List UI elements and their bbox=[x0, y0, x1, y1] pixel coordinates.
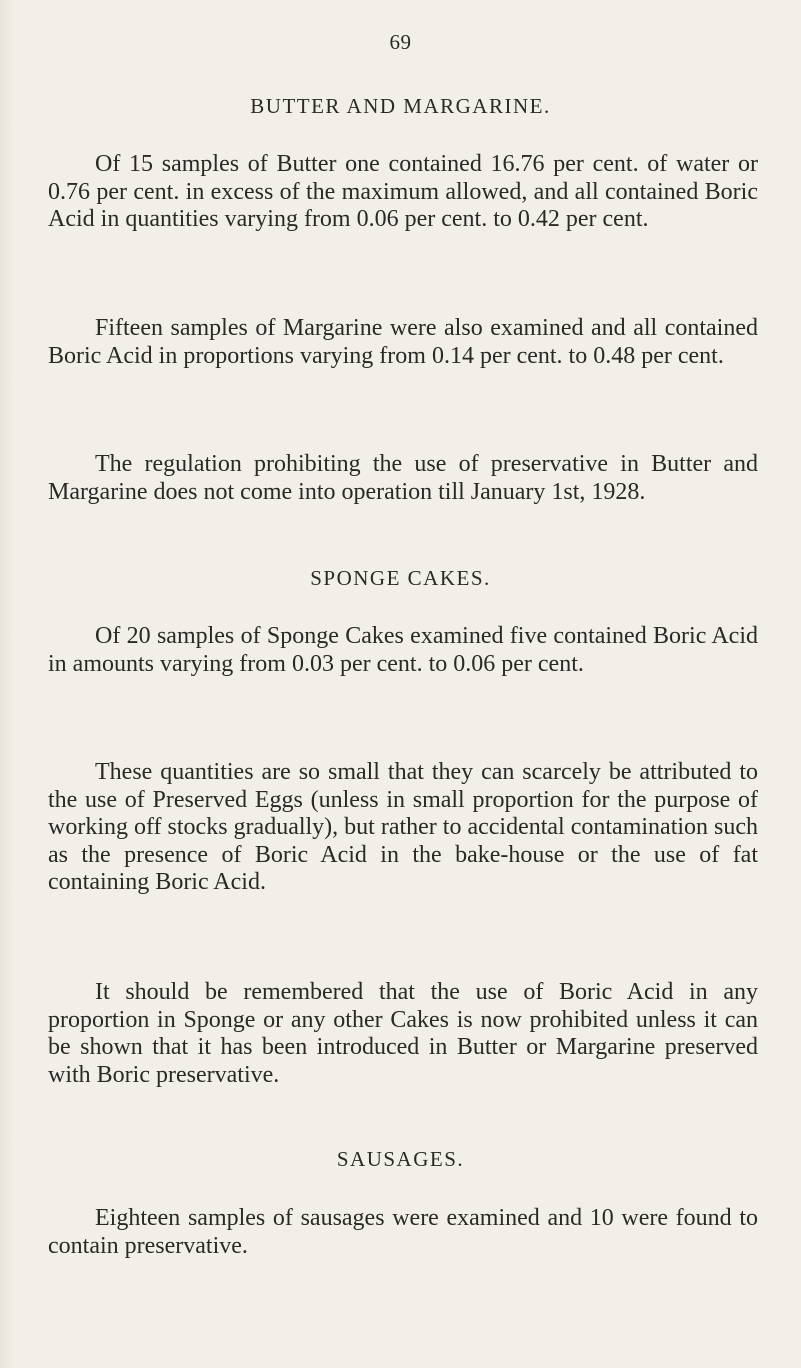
section-heading-sponge-cakes: SPONGE CAKES. bbox=[310, 566, 491, 590]
section-heading-sausages: SAUSAGES. bbox=[336, 1147, 465, 1171]
paragraph-boric-acid-prohibition: It should be remembered that the use of Boric Acid in any proportion in Sponge or any other Cakes is now prohibited unless it can be shown that it has been introduced in Butter or Margarine preserved with Boric preservative. bbox=[48, 979, 758, 1088]
paragraph-contamination-explanation: These quantities are so small that they can scarcely be attributed to the use of Preserved Eggs (unless in small proportion for the purpose of working off stocks gradually), but rather to accidental contamination such as the presence of Boric Acid in the bake-house or the use of fat containing Boric Acid. bbox=[48, 759, 759, 895]
paragraph-margarine-samples: Fifteen samples of Margarine were also examined and all contained Boric Acid in proportions varying from 0.14 per cent. to 0.48 per cent. bbox=[48, 315, 758, 369]
paragraph-sponge-cake-samples: Of 20 samples of Sponge Cakes examined five contained Boric Acid in amounts varying from 0.03 per cent. to 0.06 per cent. bbox=[48, 623, 758, 677]
section-heading-butter-margarine: BUTTER AND MARGARINE. bbox=[250, 94, 551, 118]
paragraph-butter-samples: Of 15 samples of Butter one contained 16.76 per cent. of water or 0.76 per cent. in excess of the maximum allowed, and all contained Boric Acid in quantities varying from 0.06 per cent. to 0.42 per cent. bbox=[48, 151, 758, 232]
paragraph-sausage-samples: Eighteen samples of sausages were examined and 10 were found to contain preservative. bbox=[48, 1205, 758, 1259]
paragraph-preservative-regulation: The regulation prohibiting the use of preservative in Butter and Margarine does not come into operation till January 1st, 1928. bbox=[48, 451, 758, 505]
page-number: 69 bbox=[389, 30, 412, 54]
